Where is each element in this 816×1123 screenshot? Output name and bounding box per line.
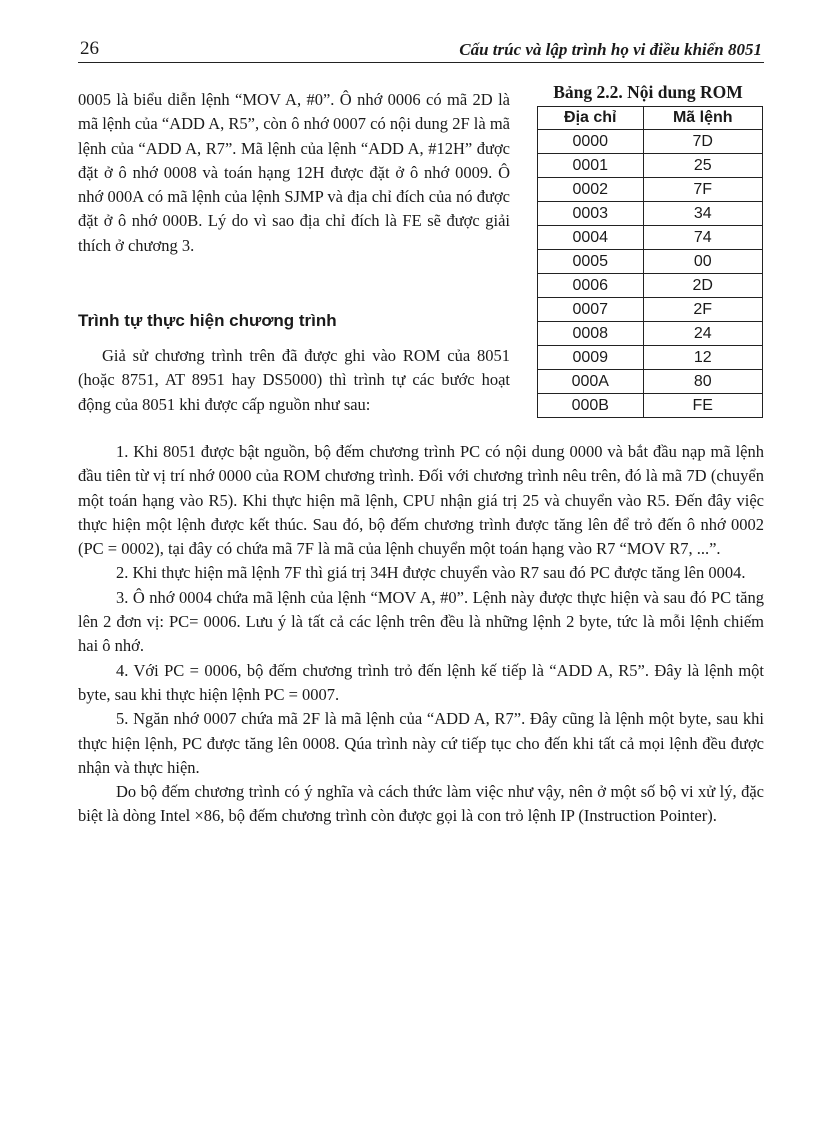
opcode-cell: 80 [643,370,763,394]
table-row [538,226,763,250]
address-cell: 0009 [538,346,644,370]
body-text [78,440,764,829]
closing-paragraph: Do bộ đếm chương trình có ý nghĩa và cách thức làm việc như vậy, nên ở một số bộ vi xử lý, đặc biệt là dòng Intel ×86, bộ đếm chương trình còn được gọi là con trỏ lệnh IP (Instruction Pointer). [78,782,764,826]
opcode-cell: 2D [643,274,763,298]
table-row [538,250,763,274]
page-number: 26 [80,38,99,59]
address-cell: 0005 [538,250,644,274]
address-cell: 0000 [538,130,644,154]
opcode-cell: 7F [643,178,763,202]
table-row [538,178,763,202]
step-1-paragraph: 1. Khi 8051 được bật nguồn, bộ đếm chương trình PC có nội dung 0000 và bắt đầu nạp mã lệnh đầu tiên từ vị trí nhớ 0000 của ROM chương trình. Đối với chương trình nêu trên, đó là mã 7D (chuyển một toán hạng vào R5). Khi thực hiện mã lệnh, CPU nhận giá trị 25 và chuyển vào R5. Đến đây việc thực hiện một lệnh được kết thúc. Sau đó, bộ đếm chương trình được tăng lên để trỏ đến ô nhớ 0002 (PC = 0002), tại đây có chứa mã 7F là mã của lệnh chuyển một toán hạng vào R7 “MOV R7, ...”. [78,442,764,559]
address-cell: 0004 [538,226,644,250]
opcode-cell: 24 [643,322,763,346]
left-column-intro [78,88,510,258]
step-5-paragraph: 5. Ngăn nhớ 0007 chứa mã 2F là mã lệnh của “ADD A, R7”. Đây cũng là lệnh một byte, sau khi thực hiện lệnh, PC được tăng lên 0008. Qúa trình này cứ tiếp tục cho đến khi tất cả mọi lệnh đều được nhận và thực hiện. [78,709,764,777]
step-3-paragraph: 3. Ô nhớ 0004 chứa mã lệnh của lệnh “MOV A, #0”. Lệnh này được thực hiện và sau đó PC tăng lên 2 đơn vị: PC= 0006. Lưu ý là tất cả các lệnh trên đều là những lệnh 2 byte, tức là mỗi lệnh chiếm hai ô nhớ. [78,587,764,656]
sequence-intro-paragraph: Giả sử chương trình trên đã được ghi vào ROM của 8051 (hoặc 8751, AT 8951 hay DS5000) thì trình tự các bước hoạt động của 8051 khi được cấp nguồn như sau: [78,346,510,414]
table-row [538,322,763,346]
table-header-row [538,107,763,130]
opcode-cell: 00 [643,250,763,274]
opcode-cell: 7D [643,130,763,154]
header-address: Địa chỉ [538,107,644,130]
table-row [538,370,763,394]
running-title: Cấu trúc và lập trình họ vi điều khiển 8051 [459,40,762,59]
address-cell: 000A [538,370,644,394]
step-4-paragraph: 4. Với PC = 0006, bộ đếm chương trình trỏ đến lệnh kế tiếp là “ADD A, R5”. Đây là lệnh một byte, sau khi thực hiện lệnh PC = 0007. [78,660,764,704]
table-caption: Bảng 2.2. Nội dung ROM [553,82,743,102]
address-cell: 0008 [538,322,644,346]
address-cell: 0003 [538,202,644,226]
table-row [538,130,763,154]
opcode-cell: FE [643,394,763,418]
opcode-cell: 74 [643,226,763,250]
opcode-cell: 12 [643,346,763,370]
table-row [538,298,763,322]
table-row [538,202,763,226]
table-row [538,394,763,418]
opcode-cell: 2F [643,298,763,322]
section-heading: Trình tự thực hiện chương trình [78,311,337,330]
address-cell: 0007 [538,298,644,322]
rom-content-table [537,106,763,418]
opcode-cell: 25 [643,154,763,178]
step-2-paragraph: 2. Khi thực hiện mã lệnh 7F thì giá trị 34H được chuyển vào R7 sau đó PC được tăng lên 0004. [116,563,746,583]
table-row [538,154,763,178]
address-cell: 0006 [538,274,644,298]
intro-paragraph: 0005 là biểu diễn lệnh “MOV A, #0”. Ô nhớ 0006 có mã 2D là mã lệnh của “ADD A, R5”, còn ô nhớ 0007 có nội dung 2F là mã lệnh của “ADD A, R7”. Mã lệnh của lệnh “ADD A, #12H” được đặt ở ô nhớ 0008 và toán hạng 12H được đặt ở ô nhớ 0009. Ô nhớ 000A có mã lệnh của lệnh SJMP và địa chỉ đích của nó được đặt ở ô nhớ 000B. Lý do vì sao địa chỉ đích là FE sẽ được giải thích ở chương 3. [78,90,510,255]
table-row [538,346,763,370]
left-column-program-sequence [78,344,510,417]
address-cell: 000B [538,394,644,418]
opcode-cell: 34 [643,202,763,226]
address-cell: 0001 [538,154,644,178]
address-cell: 0002 [538,178,644,202]
page-header [78,32,764,63]
table-row [538,274,763,298]
header-opcode: Mã lệnh [643,107,763,130]
